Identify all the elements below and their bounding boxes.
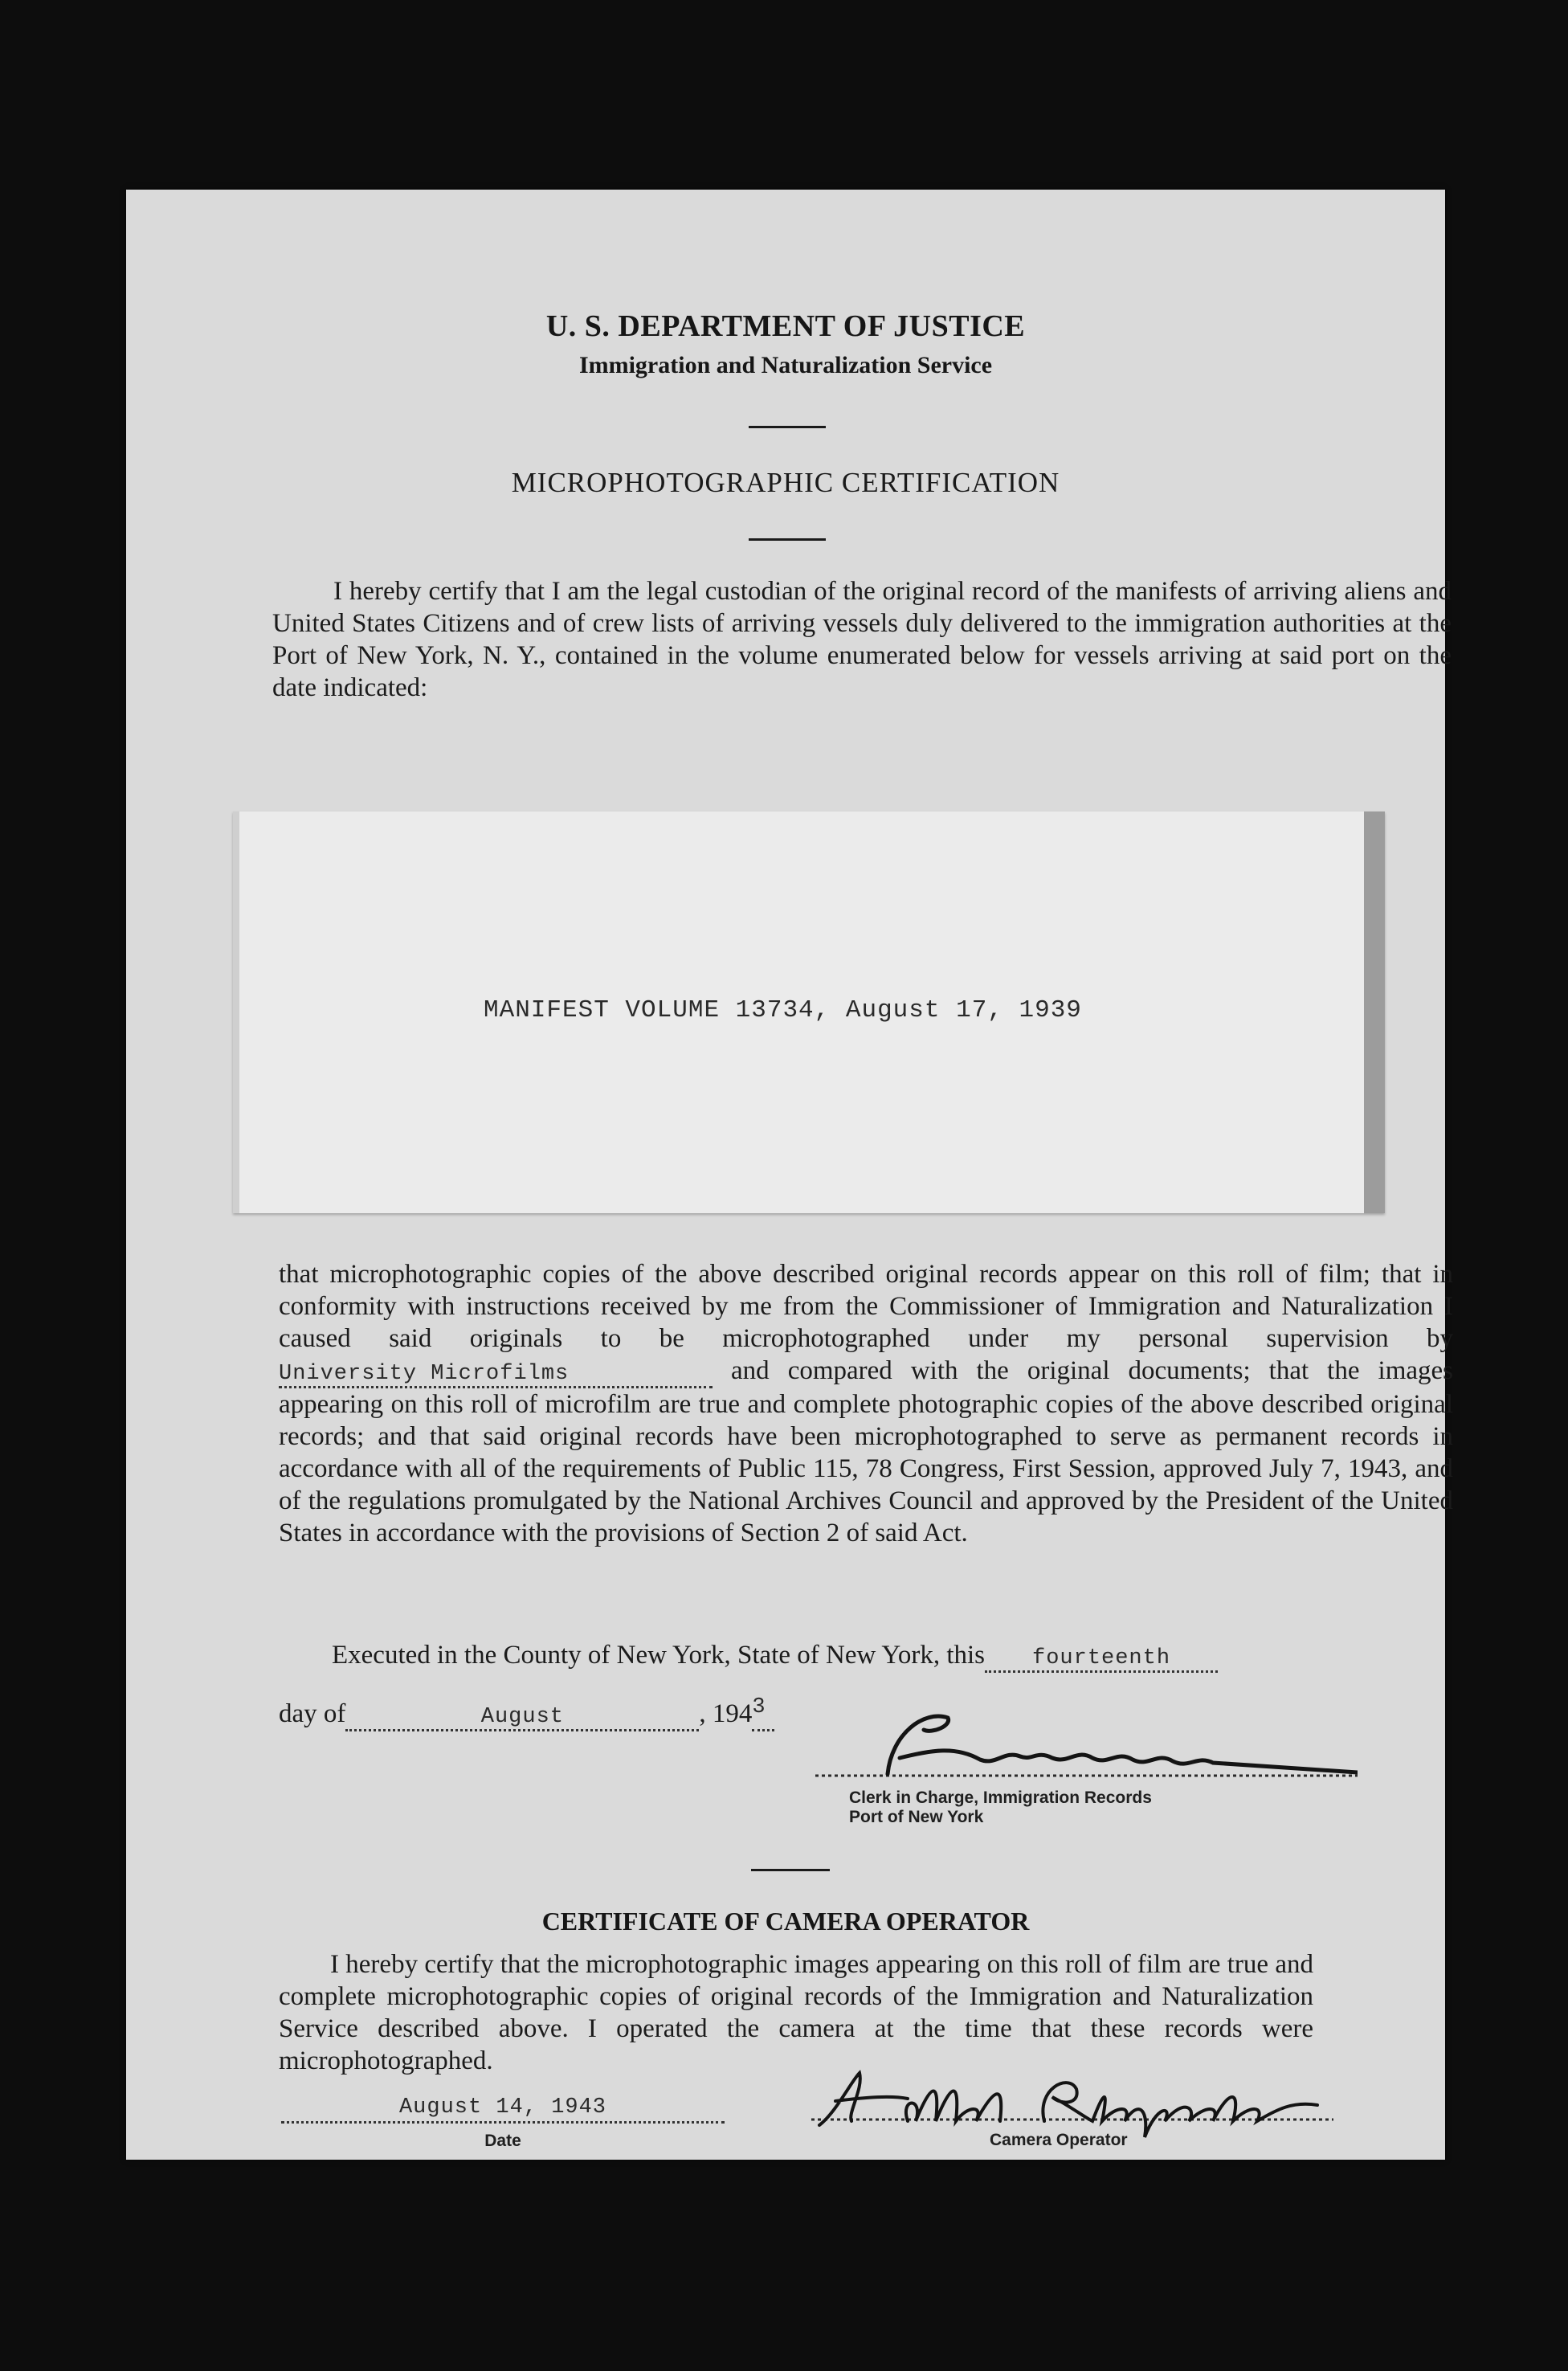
camera-certificate-paragraph: I hereby certify that the microphotographic images appearing on this roll of film are true and complete microphotographic copies of original records of the Immigration and Naturalization Service described above. I operated the camera at the time that these records were microphotographed. [279, 1950, 1313, 2075]
month-value: August [480, 1705, 564, 1729]
department-heading: U. S. DEPARTMENT OF JUSTICE [545, 309, 1026, 343]
clerk-title [849, 1788, 1152, 1827]
body-text-before-firm: that microphotographic copies of the above described original records appear on this roll of film; that in conformity with instructions received by me from the Commissioner of Immigration and Naturalization I caused said originals to be microphotographed under my personal supervision by [279, 1260, 1453, 1353]
clerk-signature [811, 1702, 1358, 1790]
custodian-paragraph: I hereby certify that I am the legal custodian of the original record of the manifests of arriving aliens and United States Citizens and of crew lists of arriving vessels duly delivered to the immigration authorities at the Port of New York, N. Y., contained in the volume enumerated below for vessels arriving at said port on the date indicated: [272, 577, 1452, 702]
heading-divider [749, 426, 826, 428]
camera-date-label: Date [484, 2132, 521, 2150]
title-divider [749, 538, 826, 541]
firm-field [279, 1359, 713, 1388]
firm-name: University Microfilms [279, 1362, 570, 1386]
month-field [345, 1702, 699, 1731]
certification-title: MICROPHOTOGRAPHIC CERTIFICATION [511, 467, 1060, 498]
volume-slip-text: MANIFEST VOLUME 13734, August 17, 1939 [484, 996, 1082, 1024]
section-divider [751, 1869, 830, 1871]
year-field [752, 1695, 774, 1731]
body-text-after-firm: and compared with the original documents; that the images appearing on this roll of microfilm are true and complete photographic copies of the above described original records; and that said original records have been microphotographed to serve as permanent records in accordance with all of the requirements of Public 115, 78 Congress, First Session, approved July 7, 1943, and of the regulations promulgated by the National Archives Council and approved by the President of the United States in accordance with the provisions of Section 2 of said Act. [279, 1356, 1453, 1547]
certification-body [279, 1258, 1453, 1549]
day-field [985, 1643, 1218, 1673]
clerk-signature-stroke [888, 1716, 1358, 1774]
year-prefix: , 194 [699, 1699, 753, 1728]
execution-prefix: Executed in the County of New York, State of New York, this [332, 1641, 986, 1670]
clerk-title-line1: Clerk in Charge, Immigration Records [849, 1788, 1152, 1807]
certificate-sheet [126, 190, 1453, 2160]
camera-operator-label: Camera Operator [990, 2131, 1128, 2149]
date-line [279, 1695, 774, 1731]
camera-date-value: August 14, 1943 [281, 2095, 725, 2124]
volume-slip [233, 811, 1385, 1213]
camera-date-field [281, 2095, 725, 2151]
clerk-title-line2: Port of New York [849, 1808, 984, 1826]
operator-signature-stroke [819, 2073, 1317, 2137]
day-value: fourteenth [1032, 1646, 1171, 1670]
year-digit: 3 [752, 1695, 766, 1719]
service-subheading: Immigration and Naturalization Service [578, 352, 993, 378]
execution-sentence [332, 1641, 1218, 1673]
day-of-label: day of [279, 1699, 346, 1728]
camera-certificate-title: CERTIFICATE OF CAMERA OPERATOR [541, 1907, 1030, 1936]
